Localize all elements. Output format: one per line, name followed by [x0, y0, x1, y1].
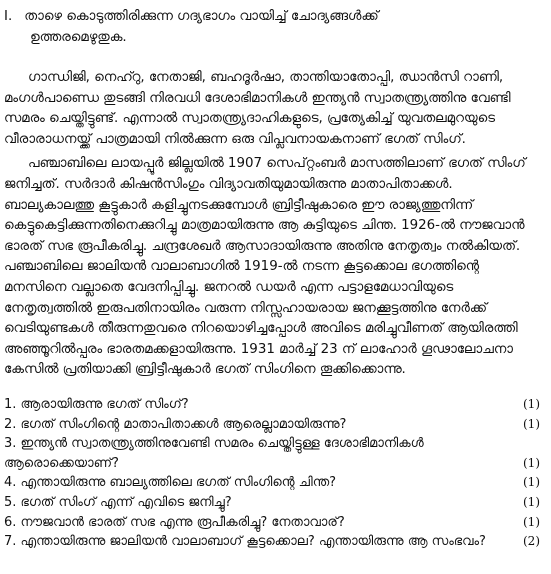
question-item [4, 473, 544, 493]
question-text: ആരായിരുന്നു ഭഗത് സിംഗ്? [20, 397, 189, 412]
reading-passage [4, 68, 534, 381]
instruction-line-1: താഴെ കൊടുത്തിരിക്കുന്ന ഗദ്യഭാഗം വായിച്ച് ചോദ്യങ്ങൾക്ക് [24, 9, 379, 24]
question-text: ഭഗത് സിംഗ് എന്ന് എവിടെ ജനിച്ചു? [20, 494, 232, 510]
passage-paragraph-1: ഗാന്ധിജി, നെഹ്റു, നേതാജി, ബഹദൂർഷാ, താന്തിയാതോപ്പി, ഝാൻസി റാണി, മംഗൾപാണ്ഡെ തുടങ്ങി നിരവധി ദേശാഭിമാനികൾ ഇന്ത്യൻ സ്വാതന്ത്ര്യത്തിനു വേണ്ടി സമരം ചെയ്തിട്ടുണ്ട്. എന്നാൽ സ്വാതന്ത്ര്യദാഹികളുടെ, പ്രത്യേകിച്ച് യുവതലമുറയുടെ വീരാരാധനയ്ക്ക് പാത്രമായി നിൽക്കുന്ന ഒരു വിപ്ലവനായകനാണ് ഭഗത് സിംഗ്. [4, 70, 511, 147]
question-marks: (1) [523, 455, 540, 470]
question-text: എന്തായിരുന്നു ജാലിയൻ വാലാബാഗ് കൂട്ടക്കൊല? എന്തായിരുന്നു ആ സംഭവം? [20, 534, 486, 550]
question-marks: (1) [523, 416, 540, 431]
question-text: നൗജവാൻ ഭാരത് സഭ എന്നു രൂപീകരിച്ചു? നേതാവാര്? [20, 514, 345, 530]
question-item [4, 434, 544, 473]
question-item [4, 493, 544, 513]
passage-paragraph-2: പഞ്ചാബിലെ ലായപ്പൂർ ജില്ലയിൽ 1907 സെപ്റ്റംബർ മാസത്തിലാണ് ഭഗത് സിംഗ് ജനിച്ചത്. സർദാർ കിഷൻസിംഗും വിദ്യാവതിയുമായിരുന്നു മാതാപിതാക്കൾ. ബാല്യകാലത്തു കൂട്ടുകാർ കളിച്ചുനടക്കുമ്പോൾ ബ്രിട്ടീഷുകാരെ ഈ രാജ്യത്തുനിന്ന് കെട്ടുകെട്ടിക്കുന്നതിനെക്കുറിച്ചു മാത്രമായിരുന്നു ആ കുട്ടിയുടെ ചിന്ത. 1926-ൽ നൗജവാൻ ഭാരത് സഭ രൂപീകരിച്ചു. ചന്ദ്രശേഖർ ആസാദായിരുന്നു അതിനു നേതൃത്വം നൽകിയത്. പഞ്ചാബിലെ ജാലിയൻ വാലാബാഗിൽ 1919-ൽ നടന്ന കൂട്ടക്കൊല ഭഗത്തിന്റെ മനസിനെ വല്ലാതെ വേദനിപ്പിച്ചു. ജനറൽ ഡയർ എന്ന പട്ടാളമേധാവിയുടെ നേതൃത്വത്തിൽ ഇരുപതിനായിരം വരുന്ന നിസ്സഹായരായ ജനക്കൂട്ടത്തിനു നേർക്ക് വെടിയുണ്ടകൾ തീരുന്നതുവരെ നിറയൊഴിച്ചപ്പോൾ അവിടെ മരിച്ചുവീണത് ആയിരത്തി അഞ്ഞൂറിൽപ്പരം ഭാരതമക്കളായിരുന്നു. 1931 മാർച്ച് 23 ന് ലാഹോർ ഗൂഢാലോചനാ കേസിൽ പ്രതിയാക്കി ബ്രിട്ടീഷുകാർ ഭഗത് സിംഗിനെ തൂക്കിക്കൊന്നു. [4, 156, 526, 378]
question-number: 7. [4, 534, 17, 550]
question-marks: (1) [523, 494, 540, 509]
question-number: 6. [4, 514, 17, 530]
question-number: 5. [4, 494, 17, 510]
question-text: എന്തായിരുന്നു ബാല്യത്തിലെ ഭഗത് സിംഗിന്റെ ചിന്ത? [20, 475, 337, 491]
question-marks: (2) [523, 534, 540, 549]
instruction-number: I. [4, 9, 13, 24]
instruction-line-2: ഉത്തരമെഴുതുക. [30, 30, 127, 45]
question-number: 2. [4, 416, 17, 432]
instruction [4, 6, 524, 48]
question-text: ഭഗത് സിംഗിന്റെ മാതാപിതാക്കൾ ആരെല്ലാമായിരുന്നു? [20, 416, 347, 432]
question-item [4, 532, 544, 552]
question-number: 4. [4, 475, 17, 491]
question-item [4, 395, 544, 415]
question-marks: (1) [523, 514, 540, 529]
question-item [4, 513, 544, 533]
question-text: ഇന്ത്യൻ സ്വാതന്ത്ര്യത്തിനുവേണ്ടി സമരം ചെയ്തിട്ടുള്ള ദേശാഭിമാനികൾ ആരൊക്കെയാണ്? [4, 436, 424, 471]
question-marks: (1) [523, 475, 540, 490]
question-item [4, 415, 544, 435]
question-number: 1. [4, 397, 17, 412]
question-list [4, 395, 544, 552]
question-marks: (1) [523, 397, 540, 411]
question-number: 3. [4, 436, 17, 452]
